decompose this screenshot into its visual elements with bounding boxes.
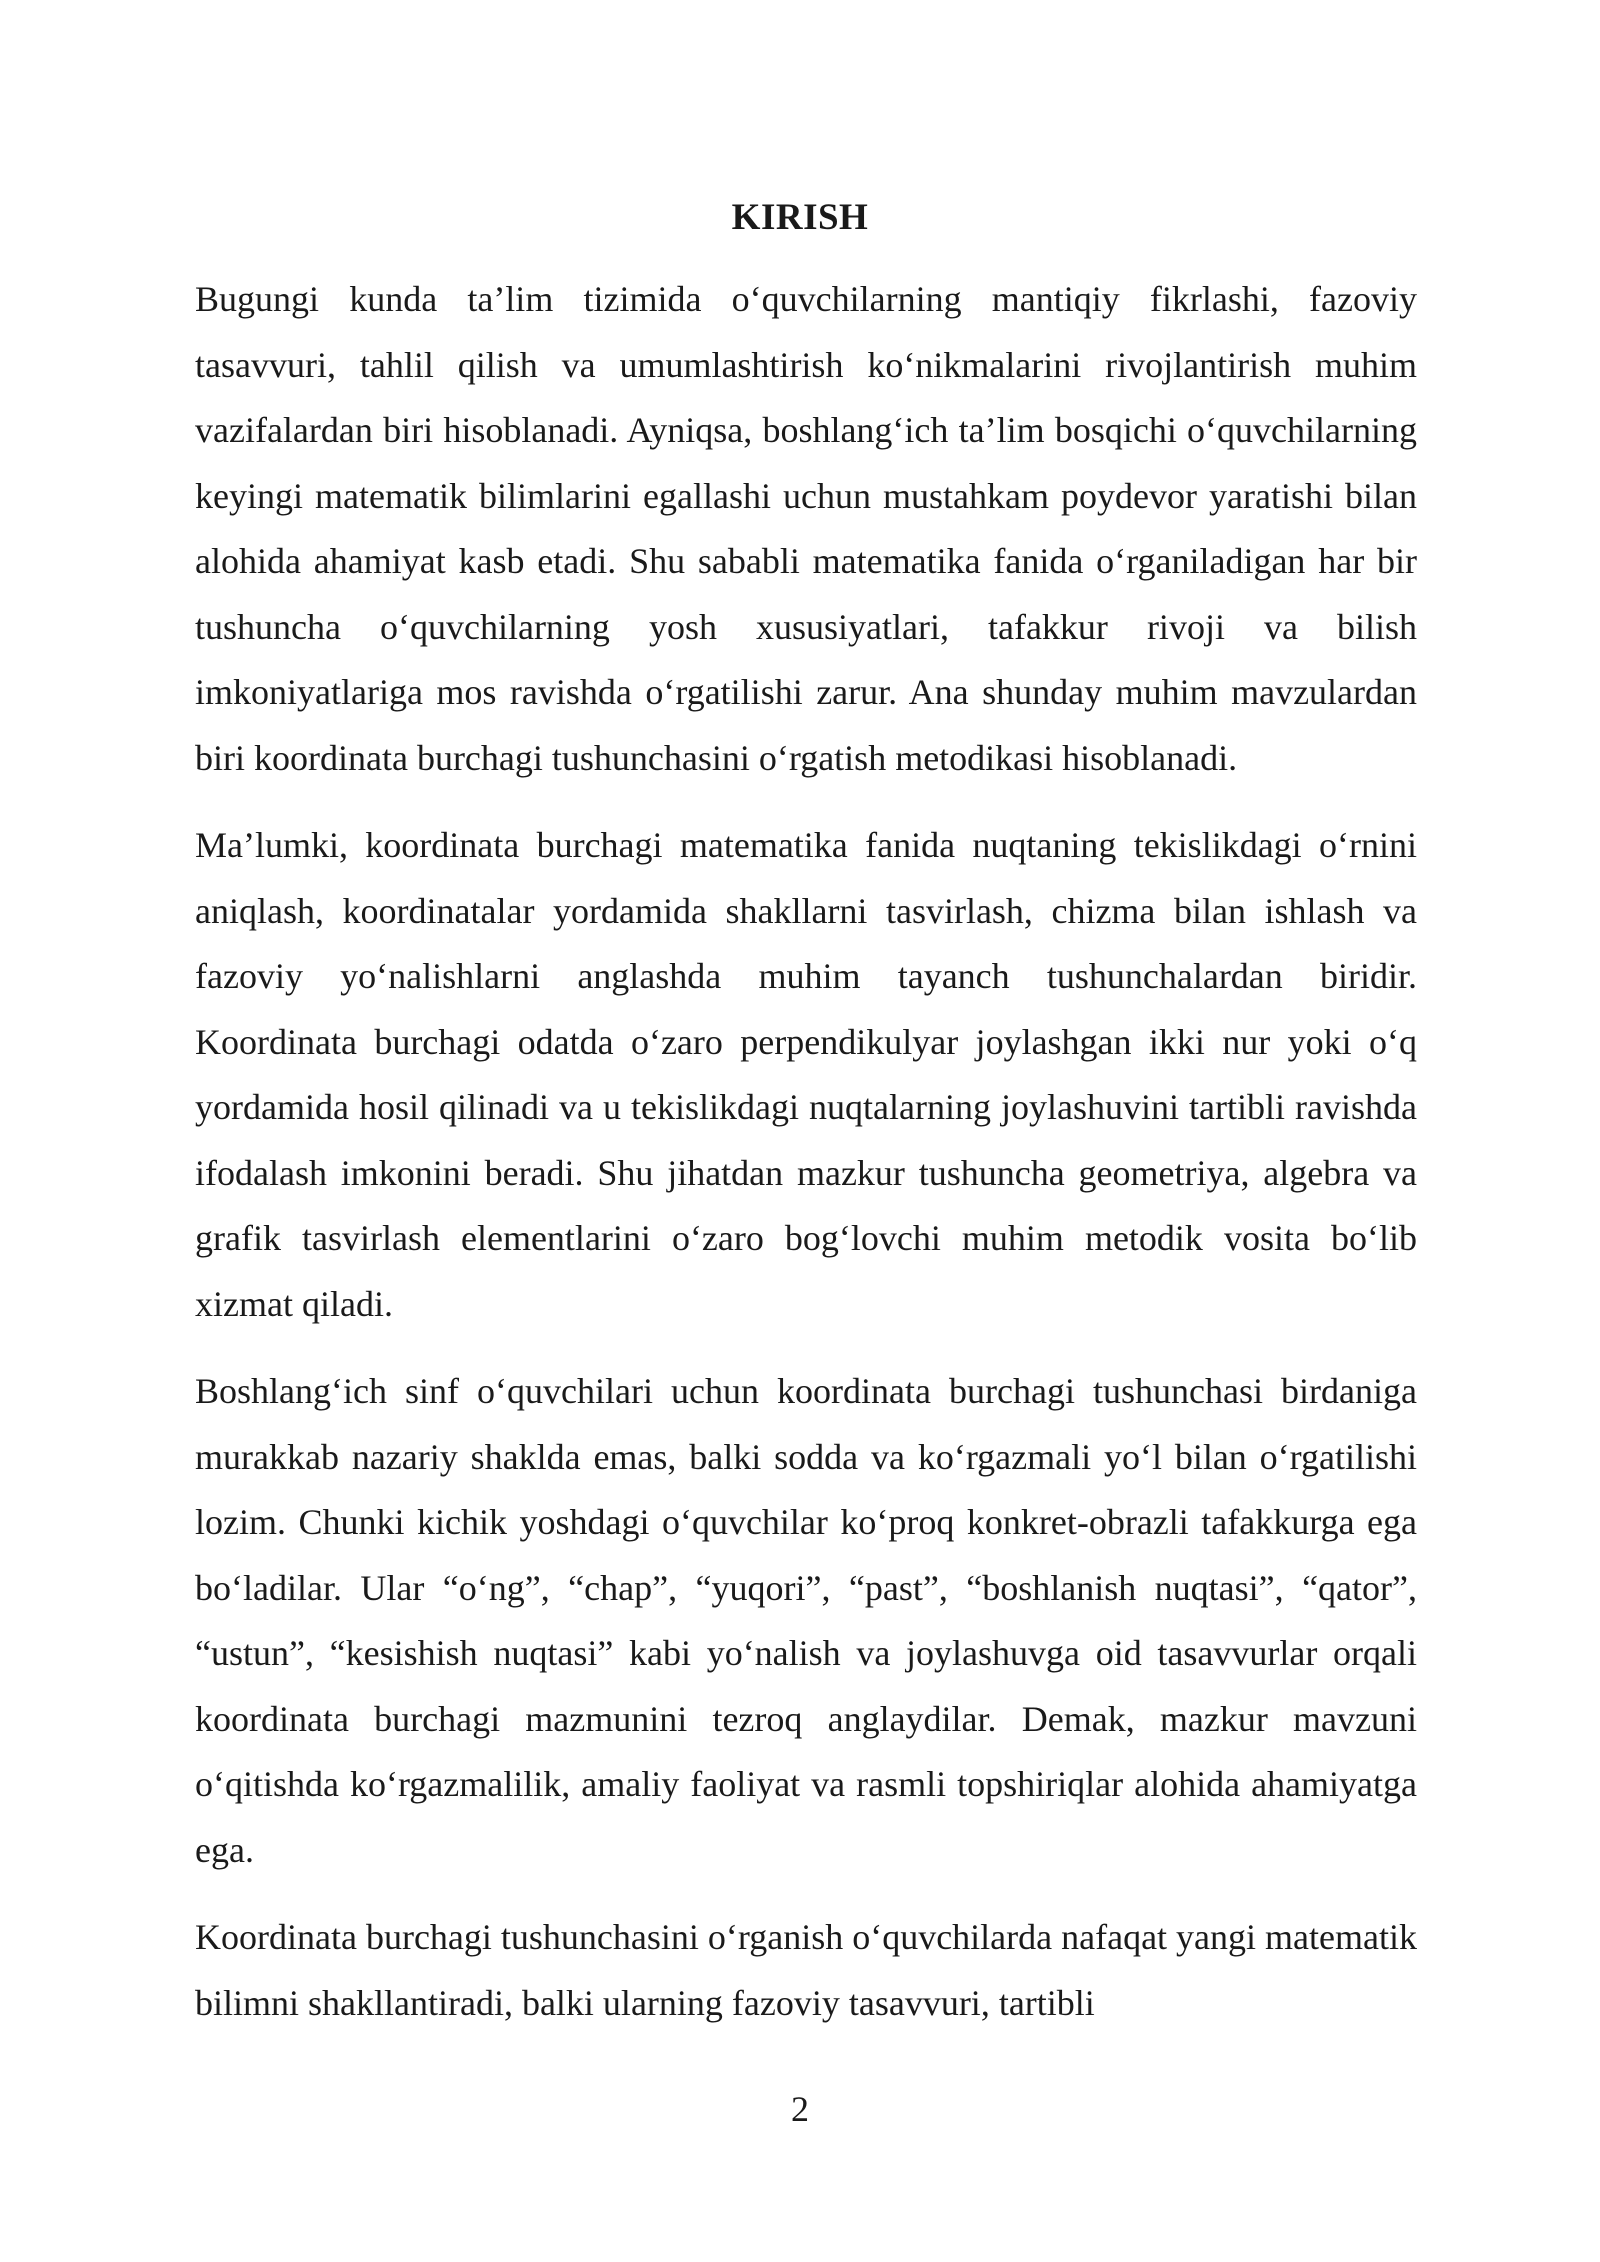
page-number: 2 (791, 2089, 809, 2129)
paragraph-1: Bugungi kunda ta’lim tizimida o‘quvchilarning mantiqiy fikrlashi, fazoviy tasavvuri, tahlil qilish va umumlashtirish ko‘nikmalarini rivojlantirish muhim vazifalardan biri hisoblanadi. Ayniqsa, boshlang‘ich ta’lim bosqichi o‘quvchilarning keyingi matematik bilimlarini egallashi uchun mustahkam poydevor yaratishi bilan alohida ahamiyat kasb etadi. Shu sababli matematika fanida o‘rganiladigan har bir tushuncha o‘quvchilarning yosh xususiyatlari, tafakkur rivoji va bilish imkoniyatlariga mos ravishda o‘rgatilishi zarur. Ana shunday muhim mavzulardan biri koordinata burchagi tushunchasini o‘rgatish metodikasi hisoblanadi. (195, 279, 1417, 778)
paragraph-2: Ma’lumki, koordinata burchagi matematika fanida nuqtaning tekislikdagi o‘rnini aniqlash, koordinatalar yordamida shakllarni tasvirlash, chizma bilan ishlash va fazoviy yo‘nalishlarni anglashda muhim tayanch tushunchalardan biridir. Koordinata burchagi odatda o‘zaro perpendikulyar joylashgan ikki nur yoki o‘q yordamida hosil qilinadi va u tekislikdagi nuqtalarning joylashuvini tartibli ravishda ifodalash imkonini beradi. Shu jihatdan mazkur tushuncha geometriya, algebra va grafik tasvirlash elementlarini o‘zaro bog‘lovchi muhim metodik vosita bo‘lib xizmat qiladi. (195, 825, 1417, 1324)
section-heading: KIRISH (731, 197, 869, 238)
body-text (195, 267, 1417, 2058)
paragraph-4: Koordinata burchagi tushunchasini o‘rganish o‘quvchilarda nafaqat yangi matematik bilimni shakllantiradi, balki ularning fazoviy tasavvuri, tartibli (195, 1917, 1417, 2023)
paragraph-3: Boshlang‘ich sinf o‘quvchilari uchun koordinata burchagi tushunchasi birdaniga murakkab nazariy shaklda emas, balki sodda va ko‘rgazmali yo‘l bilan o‘rgatilishi lozim. Chunki kichik yoshdagi o‘quvchilar ko‘proq konkret-obrazli tafakkurga ega bo‘ladilar. Ular “o‘ng”, “chap”, “yuqori”, “past”, “boshlanish nuqtasi”, “qator”, “ustun”, “kesishish nuqtasi” kabi yo‘nalish va joylashuvga oid tasavvurlar orqali koordinata burchagi mazmunini tezroq anglaydilar. Demak, mazkur mavzuni o‘qitishda ko‘rgazmalilik, amaliy faoliyat va rasmli topshiriqlar alohida ahamiyatga ega. (195, 1371, 1417, 1870)
